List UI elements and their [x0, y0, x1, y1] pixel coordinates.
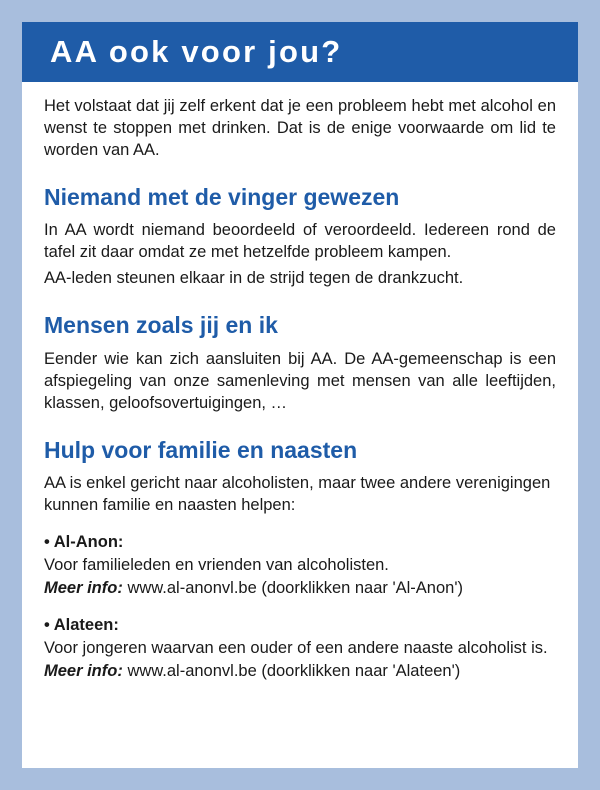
- entry-info-label: Meer info:: [44, 578, 123, 597]
- section-heading-hulp: Hulp voor familie en naasten: [44, 436, 358, 463]
- entry-name-alateen: • Alateen:: [44, 615, 119, 634]
- entry-info-value: www.al-anonvl.be (doorklikken naar 'Al-Anon'): [127, 578, 463, 597]
- section-heading-niemand: Niemand met de vinger gewezen: [44, 183, 400, 210]
- card-body: [22, 82, 578, 693]
- page-title: AA ook voor jou?: [50, 34, 343, 69]
- section-heading-mensen: Mensen zoals jij en ik: [44, 312, 278, 339]
- info-card: [22, 22, 578, 768]
- entry-description-alateen: Voor jongeren waarvan een ouder of een andere naaste alcoholist is.: [44, 638, 548, 657]
- entry-info-al-anon: [44, 578, 556, 600]
- section-paragraph: Eender wie kan zich aansluiten bij AA. De AA-gemeenschap is een afspiegeling van onze samenleving met mensen van alle leeftijden, klassen, geloofsovertuigingen, …: [44, 349, 556, 412]
- intro-paragraph: Het volstaat dat jij zelf erkent dat je een probleem hebt met alcohol en wenst te stoppen met drinken. Dat is de enige voorwaarde om lid te worden van AA.: [44, 97, 556, 159]
- card-header: [22, 22, 578, 82]
- section-paragraph: In AA wordt niemand beoordeeld of veroordeeld. Iedereen rond de tafel zit daar omdat ze met hetzelfde probleem kampen.: [44, 221, 556, 262]
- entry-info-alateen: [44, 661, 556, 683]
- entry-name-al-anon: • Al-Anon:: [44, 533, 124, 552]
- section-paragraph: AA is enkel gericht naar alcoholisten, maar twee andere verenigingen kunnen familie en naasten helpen:: [44, 474, 551, 515]
- entry-info-value: www.al-anonvl.be (doorklikken naar 'Alateen'): [127, 661, 461, 680]
- entry-description-al-anon: Voor familieleden en vrienden van alcoholisten.: [44, 556, 389, 575]
- section-paragraph: AA-leden steunen elkaar in de strijd tegen de drankzucht.: [44, 269, 464, 288]
- entry-info-label: Meer info:: [44, 661, 123, 680]
